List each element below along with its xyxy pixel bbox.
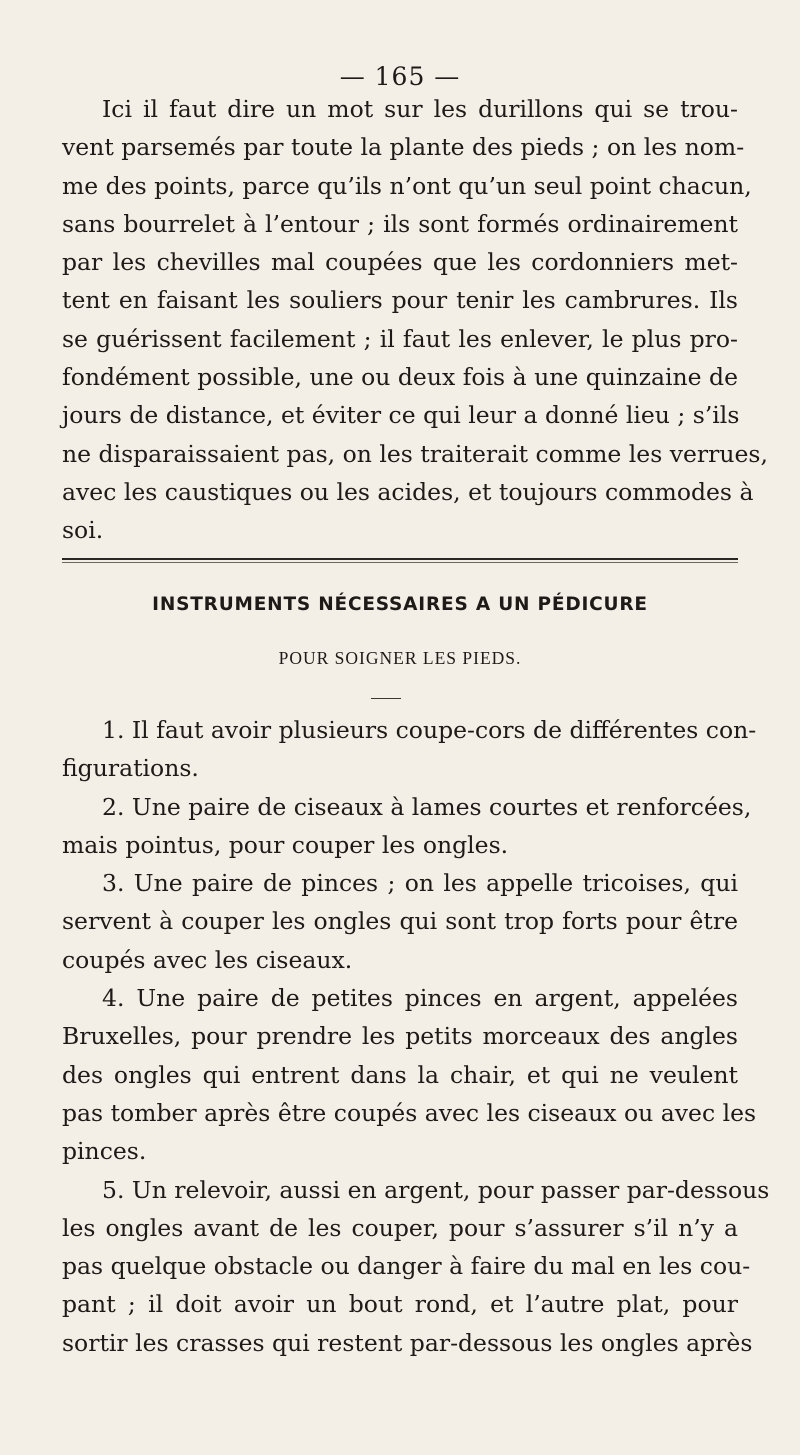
list-line: figurations. xyxy=(62,754,199,783)
list-line: les ongles avant de les couper, pour s’assurer s’il n’y a xyxy=(62,1213,738,1242)
list-line: pas tomber après être coupés avec les ciseaux ou avec les xyxy=(62,1098,757,1127)
text-line: fondément possible, une ou deux fois à une quinzaine de xyxy=(62,363,738,392)
section-divider xyxy=(62,558,738,560)
text-line: tent en faisant les souliers pour tenir les cambrures. Ils xyxy=(62,286,738,315)
list-line: servent à couper les ongles qui sont trop forts pour être xyxy=(62,907,738,936)
text-line: par les chevilles mal coupées que les cordonniers met- xyxy=(62,248,738,277)
list-line: 2. Une paire de ciseaux à lames courtes et renforcées, xyxy=(102,792,752,821)
list-line: pant ; il doit avoir un bout rond, et l’autre plat, pour xyxy=(62,1290,738,1319)
section-subheading: POUR SOIGNER LES PIEDS. xyxy=(278,648,522,668)
list-line: 3. Une paire de pinces ; on les appelle tricoises, qui xyxy=(102,869,738,898)
text-line: vent parsemés par toute la plante des pieds ; on les nom- xyxy=(62,133,745,162)
instrument-list xyxy=(62,711,770,1362)
list-line: pas quelque obstacle ou danger à faire du mal en les cou- xyxy=(62,1252,751,1281)
list-line: sortir les crasses qui restent par-dessous les ongles après xyxy=(62,1328,753,1357)
text-line: soi. xyxy=(62,516,104,545)
text-line: Ici il faut dire un mot sur les durillons qui se trou- xyxy=(102,95,738,123)
list-line: 5. Un relevoir, aussi en argent, pour passer par-dessous xyxy=(102,1175,770,1204)
list-line: 4. Une paire de petites pinces en argent, appelées xyxy=(102,984,738,1013)
list-line: des ongles qui entrent dans la chair, et qui ne veulent xyxy=(62,1060,738,1089)
text-line: avec les caustiques ou les acides, et toujours commodes à xyxy=(62,477,754,506)
heading-rule xyxy=(371,698,401,699)
intro-paragraph xyxy=(62,90,768,550)
list-line: coupés avec les ciseaux. xyxy=(62,945,353,974)
text-line: me des points, parce qu’ils n’ont qu’un seul point chacun, xyxy=(62,171,752,200)
list-line: Bruxelles, pour prendre les petits morceaux des angles xyxy=(62,1022,738,1051)
text-line: sans bourrelet à l’entour ; ils sont formés ordinairement xyxy=(62,209,738,238)
text-line: se guérissent facilement ; il faut les enlever, le plus pro- xyxy=(62,324,738,353)
text-line: ne disparaissaient pas, on les traiterait comme les verrues, xyxy=(62,439,768,468)
section-heading: INSTRUMENTS NÉCESSAIRES A UN PÉDICURE xyxy=(152,594,648,615)
list-line: 1. Il faut avoir plusieurs coupe-cors de différentes con- xyxy=(102,716,757,744)
list-line: mais pointus, pour couper les ongles. xyxy=(62,830,509,859)
list-line: pinces. xyxy=(62,1137,147,1166)
page-number: — 165 — xyxy=(339,62,461,91)
text-line: jours de distance, et éviter ce qui leur a donné lieu ; s’ils xyxy=(62,401,740,430)
